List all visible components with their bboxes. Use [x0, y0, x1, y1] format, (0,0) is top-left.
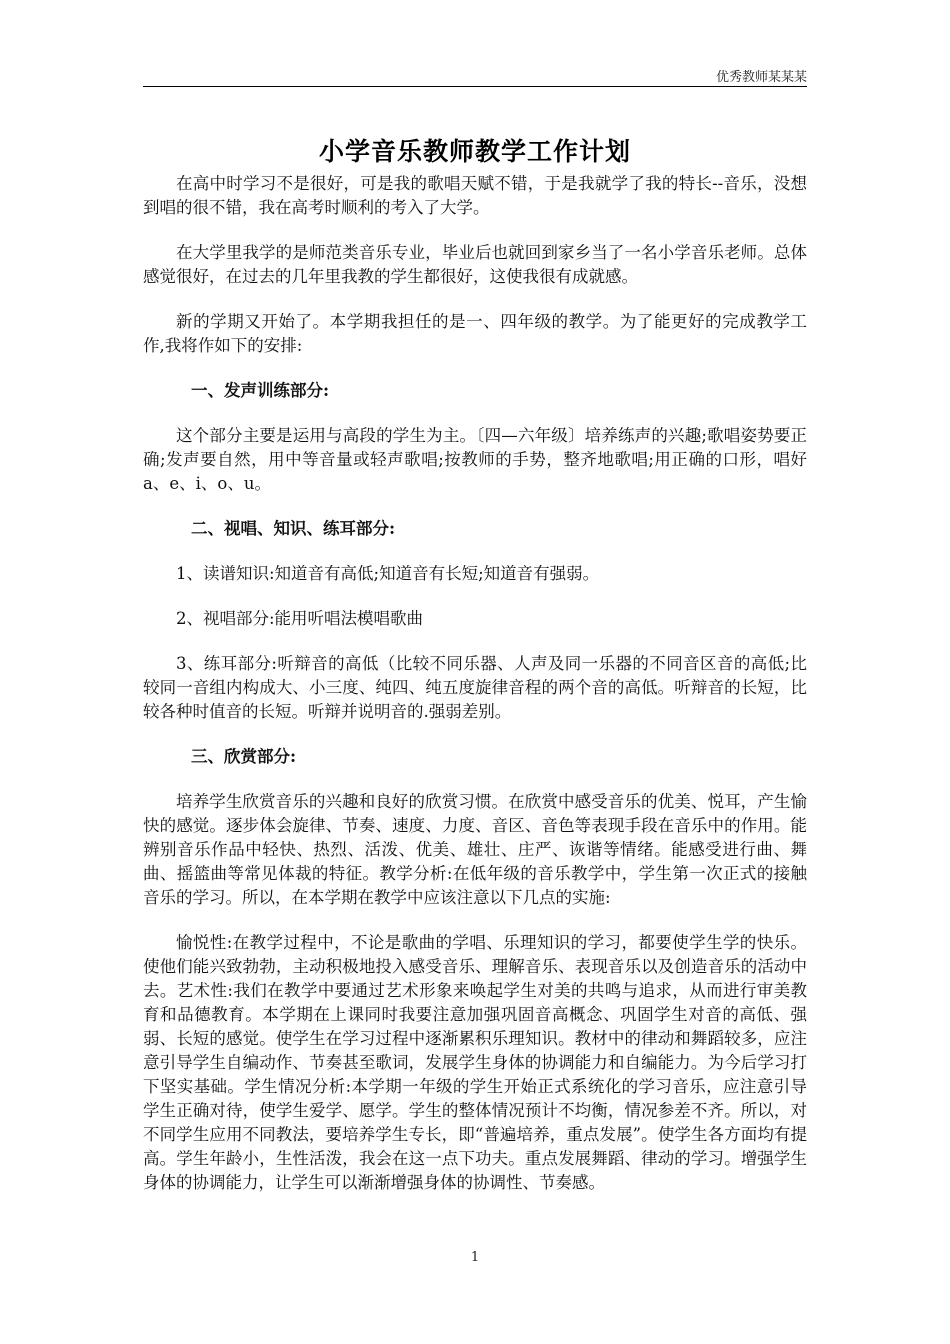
paragraph-intro-2: 在大学里我学的是师范类音乐专业，毕业后也就回到家乡当了一名小学音乐老师。总体感觉很好，在过去的几年里我教的学生都很好，这使我很有成就感。: [143, 243, 807, 286]
document-title: 小学音乐教师教学工作计划: [318, 136, 631, 166]
section-heading-sight-singing: 二、视唱、知识、练耳部分:: [191, 519, 396, 538]
document-body: [143, 172, 807, 1216]
paragraph-vocal-training: 这个部分主要是运用与高段的学生为主。〔四—六年级〕培养练声的兴趣;歌唱姿势要正确;发声要自然，用中等音量或轻声歌唱;按教师的手势，整齐地歌唱;用正确的口形，唱好a、e、i、o、u。: [143, 426, 807, 493]
section-heading-vocal-training: 一、发声训练部分:: [191, 381, 330, 400]
header-author: 优秀教师某某某: [715, 70, 807, 85]
paragraph-appreciation-2: 愉悦性:在教学过程中，不论是歌曲的学唱、乐理知识的学习，都要使学生学的快乐。使他们能兴致勃勃，主动积极地投入感受音乐、理解音乐、表现音乐以及创造音乐的活动中去。艺术性:我们在教学中要通过艺术形象来唤起学生对美的共鸣与追求，从而进行审美教育和品德教育。本学期在上课同时我要注意加强巩固音高概念、巩固学生对音的高低、强弱、长短的感觉。使学生在学习过程中逐渐累积乐理知识。教材中的律动和舞蹈较多，应注意引导学生自编动作、节奏甚至歌词，发展学生身体的协调能力和自编能力。为今后学习打下坚实基础。学生情况分析:本学期一年级的学生开始正式系统化的学习音乐，应注意引导学生正确对待，使学生爱学、愿学。学生的整体情况预计不均衡，情况参差不齐。所以，对不同学生应用不同教法，要培养学生专长，即“普遍培养，重点发展”。使学生各方面均有提高。学生年龄小，生性活泼，我会在这一点下功夫。重点发展舞蹈、律动的学习。增强学生身体的协调能力，让学生可以渐渐增强身体的协调性、节奏感。: [143, 933, 807, 1192]
paragraph-intro-3: 新的学期又开始了。本学期我担任的是一、四年级的教学。为了能更好的完成教学工作,我将作如下的安排:: [143, 312, 807, 355]
header-divider: [143, 86, 807, 87]
list-item-reading-scores: 1、读谱知识:知道音有高低;知道音有长短;知道音有强弱。: [176, 564, 600, 583]
paragraph-appreciation-1: 培养学生欣赏音乐的兴趣和良好的欣赏习惯。在欣赏中感受音乐的优美、悦耳，产生愉快的感觉。逐步体会旋律、节奏、速度、力度、音区、音色等表现手段在音乐中的作用。能辨别音乐作品中轻快、热烈、活泼、优美、雄壮、庄严、诙谐等情绪。能感受进行曲、舞曲、摇篮曲等常见体裁的特征。教学分析:在低年级的音乐教学中，学生第一次正式的接触音乐的学习。所以，在本学期在教学中应该注意以下几点的实施:: [143, 792, 807, 907]
section-heading-appreciation: 三、欣赏部分:: [191, 747, 297, 766]
list-item-sight-singing: 2、视唱部分:能用听唱法模唱歌曲: [176, 609, 424, 628]
paragraph-intro-1: 在高中时学习不是很好，可是我的歌唱天赋不错，于是我就学了我的特长--音乐，没想到唱的很不错，我在高考时顺利的考入了大学。: [143, 174, 807, 217]
page-number: 1: [470, 1250, 480, 1265]
list-item-ear-training: 3、练耳部分:听辩音的高低（比较不同乐器、人声及同一乐器的不同音区音的高低;比较同一音组内构成大、小三度、纯四、纯五度旋律音程的两个音的高低。听辩音的长短，比较各种时值音的长短。听辩并说明音的.强弱差别。: [143, 654, 807, 721]
